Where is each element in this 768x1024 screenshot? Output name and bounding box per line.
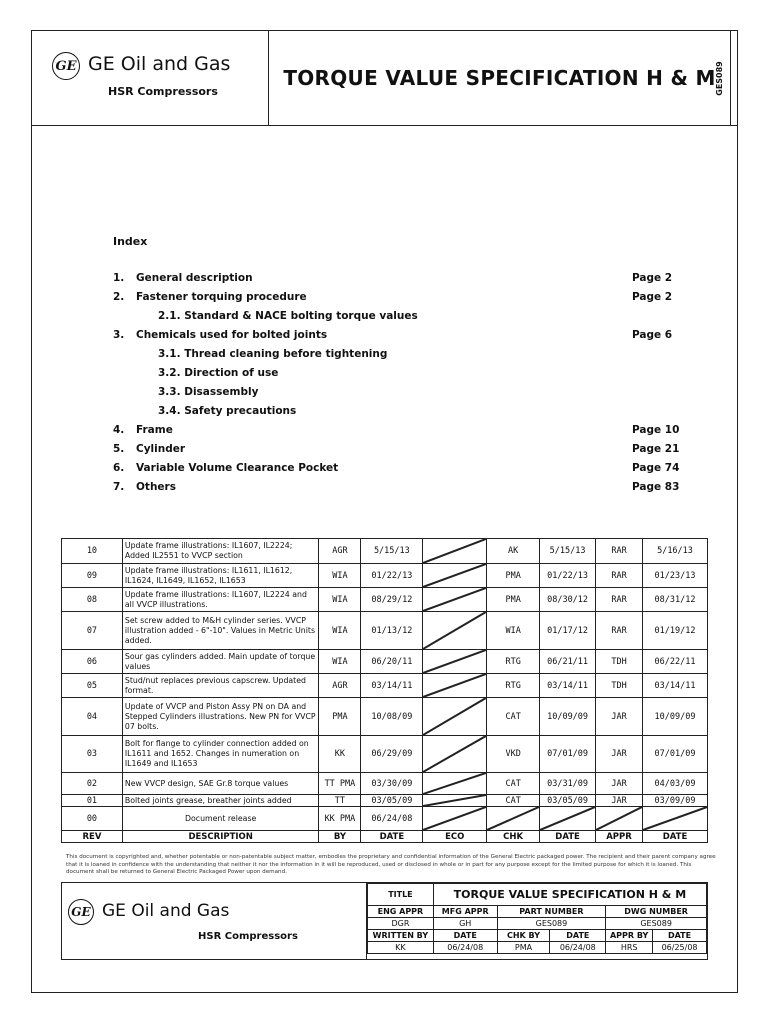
dwg-number-value: GES089 [606, 918, 707, 930]
revision-appr-date: 01/23/13 [642, 564, 707, 588]
revision-row [62, 807, 708, 831]
index-item [0, 424, 768, 440]
index-item-label: 3.2. Direction of use [158, 367, 279, 379]
revision-eco-cell [423, 736, 487, 773]
revision-table [61, 538, 708, 843]
revision-desc: Set screw added to M&H cylinder series. VVCP illustration added - 6"-10". Values in Metric Units added. [122, 612, 319, 650]
revision-appr-date [642, 807, 707, 831]
eco-strike-icon [487, 807, 539, 830]
index-item-page: Page 83 [632, 481, 680, 493]
revision-appr: RAR [596, 612, 643, 650]
revision-chk-date: 06/21/11 [540, 650, 596, 674]
eco-strike-icon [423, 807, 486, 830]
revision-row [62, 650, 708, 674]
revision-rev: 08 [62, 588, 123, 612]
revision-chk-date: 10/09/09 [540, 698, 596, 736]
written-date-value: 06/24/08 [433, 942, 497, 954]
chk-date-value: 06/24/08 [550, 942, 606, 954]
revision-desc: Update frame illustrations: IL1611, IL1612, IL1624, IL1649, IL1652, IL1653 [122, 564, 319, 588]
eco-strike-icon [423, 698, 486, 735]
revision-chk-date: 07/01/09 [540, 736, 596, 773]
revision-appr: RAR [596, 539, 643, 564]
eco-strike-icon [540, 807, 595, 830]
col-header-appr-date: DATE [642, 831, 707, 843]
revision-chk [487, 807, 540, 831]
revision-by: TT PMA [319, 773, 361, 795]
revision-chk: VKD [487, 736, 540, 773]
index-item-number: 6. [113, 462, 125, 474]
revision-appr-date: 04/03/09 [642, 773, 707, 795]
col-header-chk: CHK [487, 831, 540, 843]
revision-appr: JAR [596, 773, 643, 795]
appr-date-value: 06/25/08 [653, 942, 707, 954]
index-item [0, 481, 768, 497]
revision-row [62, 564, 708, 588]
revision-chk-date: 5/15/13 [540, 539, 596, 564]
revision-date: 03/30/09 [361, 773, 423, 795]
index-item-label: 3.3. Disassembly [158, 386, 259, 398]
revision-chk: CAT [487, 773, 540, 795]
revision-rev: 05 [62, 674, 123, 698]
revision-chk-date: 03/05/09 [540, 795, 596, 807]
revision-rev: 07 [62, 612, 123, 650]
revision-by: WIA [319, 650, 361, 674]
index-item [0, 367, 768, 383]
ge-logo-icon: GE [68, 899, 94, 925]
title-value: TORQUE VALUE SPECIFICATION H & M [433, 884, 706, 906]
revision-desc: Bolt for flange to cylinder connection added on IL1611 and 1652. Changes in numeration on IL1649 and IL1653 [122, 736, 319, 773]
index-item-page: Page 6 [632, 329, 673, 341]
revision-eco-cell [423, 698, 487, 736]
revision-chk-date: 03/31/09 [540, 773, 596, 795]
revision-appr-date: 01/19/12 [642, 612, 707, 650]
title-block-brand: GE Oil and Gas [102, 901, 230, 921]
revision-chk: WIA [487, 612, 540, 650]
title-block [61, 882, 708, 960]
revision-chk-date: 01/17/12 [540, 612, 596, 650]
revision-date: 03/14/11 [361, 674, 423, 698]
revision-row [62, 698, 708, 736]
index-item-label: Others [136, 481, 176, 493]
index-item-number: 3. [113, 329, 125, 341]
written-by-value: KK [368, 942, 434, 954]
revision-desc: Update of VVCP and Piston Assy PN on DA and Stepped Cylinders illustrations. New PN for VVCP 07 bolts. [122, 698, 319, 736]
revision-date: 03/05/09 [361, 795, 423, 807]
index-item-label: Cylinder [136, 443, 186, 455]
eco-strike-icon [596, 807, 642, 830]
revision-eco-cell [423, 795, 487, 807]
revision-by: PMA [319, 698, 361, 736]
revision-row [62, 674, 708, 698]
eco-strike-icon [643, 807, 707, 830]
index-item [0, 443, 768, 459]
revision-row [62, 612, 708, 650]
revision-eco-cell [423, 674, 487, 698]
col-header-chk-date: DATE [540, 831, 596, 843]
revision-appr: JAR [596, 698, 643, 736]
revision-date: 01/13/12 [361, 612, 423, 650]
revision-row [62, 795, 708, 807]
revision-chk: PMA [487, 588, 540, 612]
header-brand: GE Oil and Gas [88, 53, 231, 75]
revision-appr-date: 08/31/12 [642, 588, 707, 612]
revision-by: WIA [319, 564, 361, 588]
title-block-table [367, 883, 707, 954]
revision-chk-date: 03/14/11 [540, 674, 596, 698]
revision-appr: TDH [596, 650, 643, 674]
revision-by: AGR [319, 539, 361, 564]
col-header-by: BY [319, 831, 361, 843]
index-item [0, 310, 768, 326]
revision-rev: 06 [62, 650, 123, 674]
col-header-appr: APPR [596, 831, 643, 843]
index-item [0, 291, 768, 307]
revision-by: KK [319, 736, 361, 773]
header-subtitle: HSR Compressors [108, 85, 218, 98]
revision-by: WIA [319, 588, 361, 612]
index-item-label: Frame [136, 424, 173, 436]
revision-chk-date: 01/22/13 [540, 564, 596, 588]
eng-appr-value: DGR [368, 918, 434, 930]
revision-desc: Update frame illustrations: IL1607, IL2224 and all VVCP illustrations. [122, 588, 319, 612]
revision-by: KK PMA [319, 807, 361, 831]
revision-rev: 03 [62, 736, 123, 773]
revision-appr: JAR [596, 736, 643, 773]
revision-date: 06/29/09 [361, 736, 423, 773]
title-label: TITLE [368, 884, 434, 906]
revision-appr-date: 03/14/11 [642, 674, 707, 698]
revision-appr-date: 5/16/13 [642, 539, 707, 564]
index-item-label: Fastener torquing procedure [136, 291, 307, 303]
eco-strike-icon [423, 773, 486, 794]
written-date-label: DATE [433, 930, 497, 942]
index-item-page: Page 2 [632, 291, 673, 303]
appr-by-value: HRS [606, 942, 653, 954]
mfg-appr-label: MFG APPR [433, 906, 497, 918]
revision-rev: 02 [62, 773, 123, 795]
revision-chk: AK [487, 539, 540, 564]
revision-rev: 04 [62, 698, 123, 736]
index-item-number: 1. [113, 272, 125, 284]
chk-by-label: CHK BY [497, 930, 550, 942]
index-item-number: 5. [113, 443, 125, 455]
revision-date: 06/20/11 [361, 650, 423, 674]
eco-strike-icon [423, 588, 486, 611]
revision-desc: Sour gas cylinders added. Main update of torque values [122, 650, 319, 674]
revision-rev: 10 [62, 539, 123, 564]
revision-eco-cell [423, 807, 487, 831]
title-block-subtitle: HSR Compressors [198, 931, 298, 942]
revision-date: 5/15/13 [361, 539, 423, 564]
index-item [0, 348, 768, 364]
eco-strike-icon [423, 612, 486, 649]
revision-row [62, 773, 708, 795]
revision-by: TT [319, 795, 361, 807]
index-item-label: Variable Volume Clearance Pocket [136, 462, 339, 474]
eco-strike-icon [423, 564, 486, 587]
revision-eco-cell [423, 612, 487, 650]
eco-strike-icon [423, 674, 486, 697]
legal-notice: This document is copyrighted and, whether potentable or non-patentable subject matter, embodies the proprietary and confidential information of the General Electric packaged power. The recipient and their parent company agree that it is loaned in confidence with the understanding that neither it nor the information in it will be reproduced, used or disclosed in whole or in part for any purpose except for the limited purpose for which it is loaned. This document shall be returned to General Electric Packaged Power upon demand. [66, 854, 716, 875]
revision-eco-cell [423, 564, 487, 588]
index-item-label: General description [136, 272, 253, 284]
written-by-label: WRITTEN BY [368, 930, 434, 942]
col-header-eco: ECO [423, 831, 487, 843]
index-item-number: 7. [113, 481, 125, 493]
eco-strike-icon [423, 795, 486, 806]
index-item-page: Page 21 [632, 443, 680, 455]
revision-header-row [62, 831, 708, 843]
appr-date-label: DATE [653, 930, 707, 942]
revision-chk: CAT [487, 698, 540, 736]
eco-strike-icon [423, 736, 486, 772]
revision-chk: CAT [487, 795, 540, 807]
revision-row [62, 736, 708, 773]
document-code: GES089 [714, 60, 724, 96]
revision-rev: 09 [62, 564, 123, 588]
index-heading: Index [113, 235, 148, 248]
revision-desc: Document release [122, 807, 319, 831]
ge-logo-icon: GE [52, 52, 80, 80]
revision-appr [596, 807, 643, 831]
revision-desc: New VVCP design, SAE Gr.8 torque values [122, 773, 319, 795]
index-item-number: 2. [113, 291, 125, 303]
index-item-page: Page 74 [632, 462, 680, 474]
revision-date: 01/22/13 [361, 564, 423, 588]
revision-by: AGR [319, 674, 361, 698]
index-item-label: 3.4. Safety precautions [158, 405, 297, 417]
col-header-description: DESCRIPTION [122, 831, 319, 843]
revision-chk: PMA [487, 564, 540, 588]
revision-chk: RTG [487, 650, 540, 674]
chk-date-label: DATE [550, 930, 606, 942]
col-header-rev: REV [62, 831, 123, 843]
eco-strike-icon [423, 650, 486, 673]
revision-desc: Bolted joints grease, breather joints added [122, 795, 319, 807]
revision-chk-date: 08/30/12 [540, 588, 596, 612]
eng-appr-label: ENG APPR [368, 906, 434, 918]
revision-desc: Update frame illustrations: IL1607, IL2224; Added IL2551 to VVCP section [122, 539, 319, 564]
revision-appr-date: 06/22/11 [642, 650, 707, 674]
revision-appr: RAR [596, 564, 643, 588]
appr-by-label: APPR BY [606, 930, 653, 942]
document-title: TORQUE VALUE SPECIFICATION H & M [283, 66, 716, 90]
chk-by-value: PMA [497, 942, 550, 954]
index-item-number: 4. [113, 424, 125, 436]
index-item-page: Page 2 [632, 272, 673, 284]
revision-rev: 01 [62, 795, 123, 807]
revision-appr: TDH [596, 674, 643, 698]
revision-date: 06/24/08 [361, 807, 423, 831]
revision-chk-date [540, 807, 596, 831]
revision-eco-cell [423, 539, 487, 564]
title-block-logo-cell [62, 883, 367, 959]
index-item [0, 272, 768, 288]
index-item-page: Page 10 [632, 424, 680, 436]
revision-appr: RAR [596, 588, 643, 612]
index-item-label: Chemicals used for bolted joints [136, 329, 328, 341]
revision-row [62, 588, 708, 612]
revision-appr-date: 03/09/09 [642, 795, 707, 807]
index-item [0, 462, 768, 478]
part-number-label: PART NUMBER [497, 906, 606, 918]
revision-eco-cell [423, 588, 487, 612]
eco-strike-icon [423, 539, 486, 563]
revision-appr: JAR [596, 795, 643, 807]
revision-date: 10/08/09 [361, 698, 423, 736]
index-item-label: 2.1. Standard & NACE bolting torque values [158, 310, 418, 322]
revision-eco-cell [423, 650, 487, 674]
index-item [0, 329, 768, 345]
mfg-appr-value: GH [433, 918, 497, 930]
revision-row [62, 539, 708, 564]
index-item [0, 405, 768, 421]
part-number-value: GES089 [497, 918, 606, 930]
dwg-number-label: DWG NUMBER [606, 906, 707, 918]
col-header-date: DATE [361, 831, 423, 843]
revision-appr-date: 10/09/09 [642, 698, 707, 736]
revision-chk: RTG [487, 674, 540, 698]
revision-by: WIA [319, 612, 361, 650]
index-item [0, 386, 768, 402]
revision-eco-cell [423, 773, 487, 795]
revision-desc: Stud/nut replaces previous capscrew. Updated format. [122, 674, 319, 698]
revision-appr-date: 07/01/09 [642, 736, 707, 773]
index-item-label: 3.1. Thread cleaning before tightening [158, 348, 388, 360]
revision-rev: 00 [62, 807, 123, 831]
revision-date: 08/29/12 [361, 588, 423, 612]
